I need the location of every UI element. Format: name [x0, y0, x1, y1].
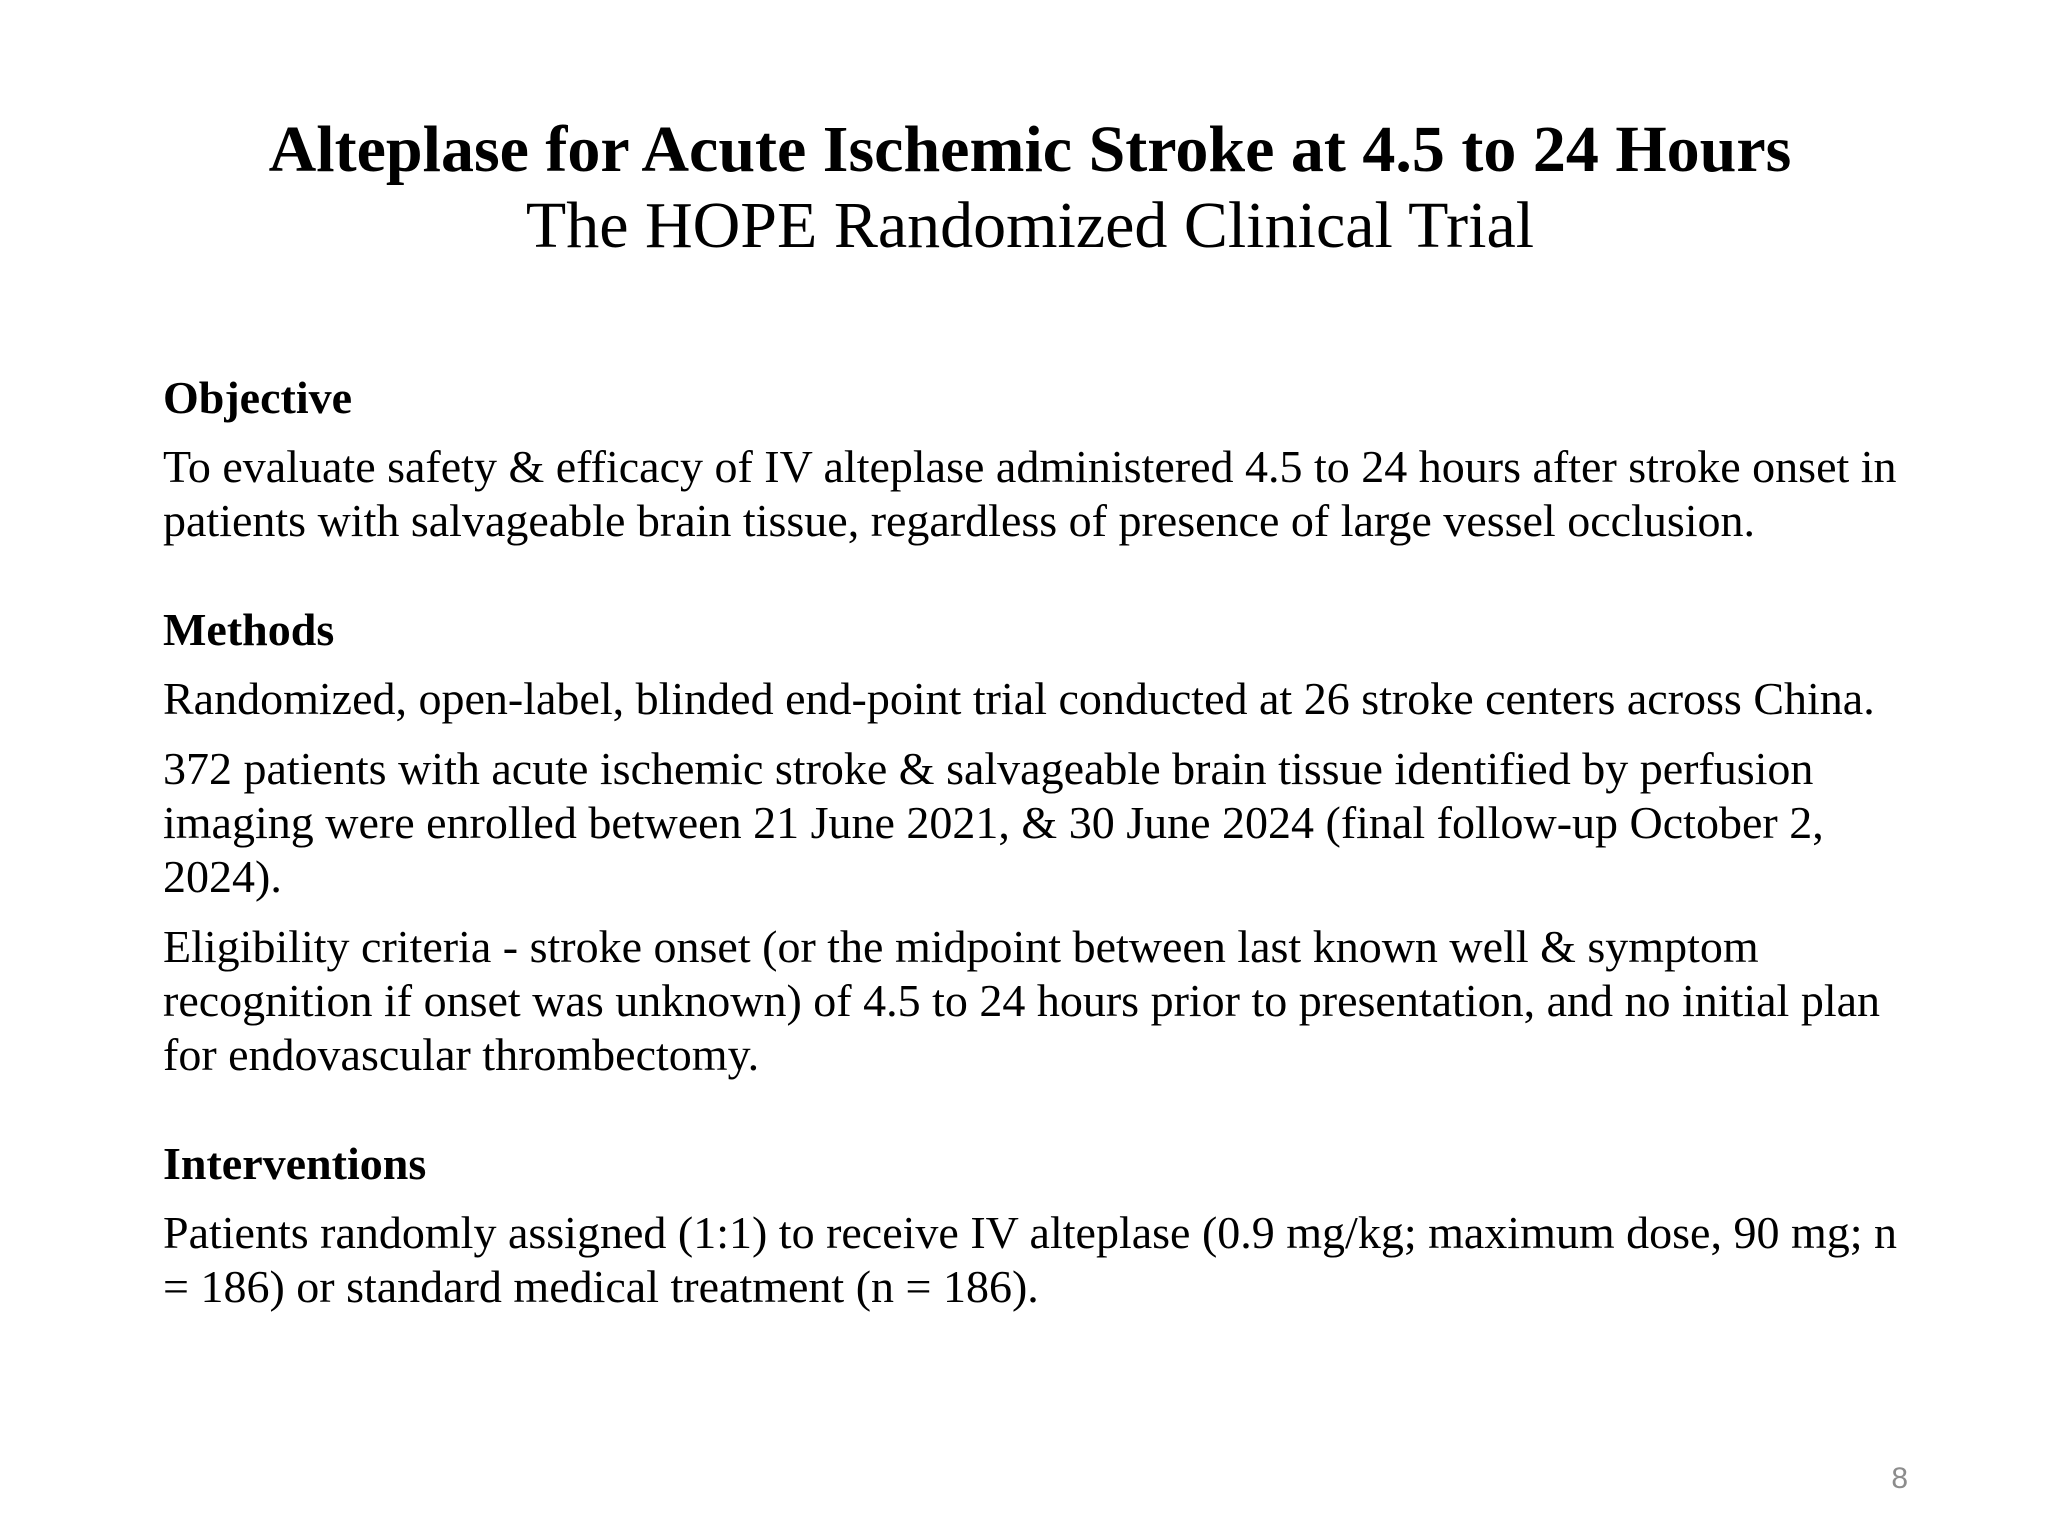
section-heading: Objective	[163, 372, 353, 423]
section-objective	[163, 370, 1923, 548]
methods-paragraph-enrollment: 372 patients with acute ischemic stroke & salvageable brain tissue identified by perfusion imaging were enrolled between 21 June 2021, & 30 June 2024 (final follow-up October 2, 2024).	[163, 743, 1824, 902]
objective-paragraph: To evaluate safety & efficacy of IV alteplase administered 4.5 to 24 hours after stroke onset in patients with salvageable brain tissue, regardless of presence of large vessel occlusion.	[163, 441, 1897, 546]
methods-paragraph-eligibility: Eligibility criteria - stroke onset (or the midpoint between last known well & symptom recognition if onset was unknown) of 4.5 to 24 hours prior to presentation, and no initial plan for endovascular thrombectomy.	[163, 921, 1881, 1080]
slide-subtitle: The HOPE Randomized Clinical Trial	[525, 189, 1535, 262]
slide-content	[163, 370, 1923, 1330]
slide-title: Alteplase for Acute Ischemic Stroke at 4.5 to 24 Hours	[268, 113, 1792, 186]
page-number: 8	[1891, 1462, 1908, 1495]
title-block	[0, 112, 2048, 264]
section-heading: Interventions	[163, 1138, 427, 1189]
interventions-paragraph: Patients randomly assigned (1:1) to receive IV alteplase (0.9 mg/kg; maximum dose, 90 mg; n = 186) or standard medical treatment (n = 186).	[163, 1207, 1898, 1312]
methods-paragraph-design: Randomized, open-label, blinded end-point trial conducted at 26 stroke centers across China.	[163, 673, 1875, 724]
section-heading: Methods	[163, 604, 335, 655]
section-methods	[163, 602, 1923, 1082]
section-interventions	[163, 1136, 1923, 1314]
